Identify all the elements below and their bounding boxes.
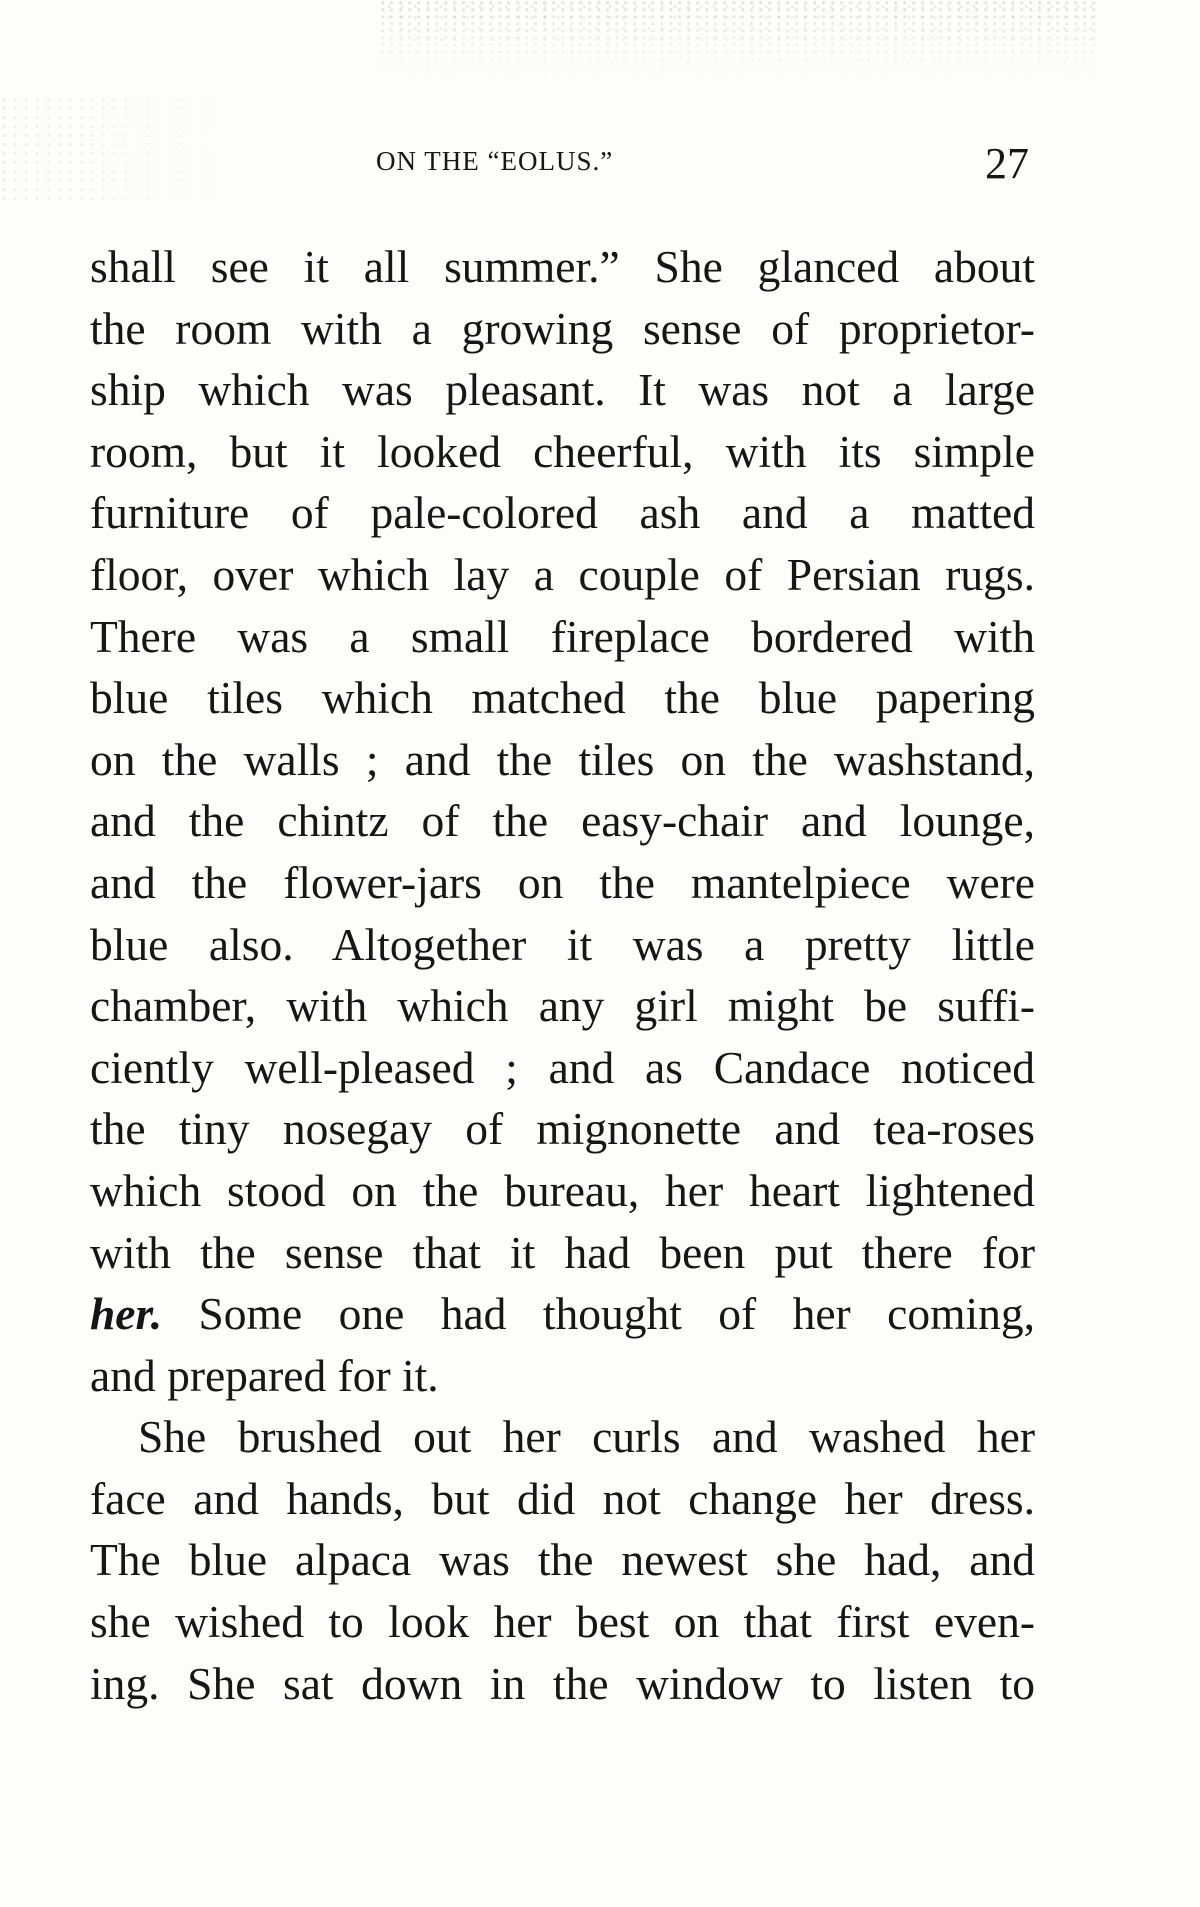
print-speckle-left: [0, 95, 260, 205]
page-number: 27: [985, 139, 1029, 188]
text-line: and the flower-jars on the mantelpiece were: [90, 856, 1035, 908]
text-line: ciently well-pleased ; and as Candace noticed: [90, 1041, 1035, 1093]
text-line: floor, over which lay a couple of Persian rugs.: [90, 548, 1035, 600]
text-line: room, but it looked cheerful, with its simple: [90, 425, 1035, 477]
running-head: ON THE “EOLUS.”: [376, 146, 614, 176]
text-line: The blue alpaca was the newest she had, and: [90, 1534, 1035, 1586]
emphasis-word: her.: [90, 1288, 163, 1340]
text-line: ship which was pleasant. It was not a large: [90, 364, 1035, 416]
text-line: ing. She sat down in the window to listen to: [90, 1657, 1035, 1709]
print-speckle-top: [380, 0, 1100, 80]
text-line: which stood on the bureau, her heart lightened: [90, 1164, 1035, 1216]
text-line: with the sense that it had been put there for: [90, 1226, 1035, 1278]
text-line: There was a small fireplace bordered with: [90, 610, 1035, 662]
text-line: furniture of pale-colored ash and a matted: [90, 487, 1035, 539]
text-line: blue tiles which matched the blue papering: [90, 672, 1035, 724]
text-line-indented: She brushed out her curls and washed her: [138, 1411, 1035, 1463]
body-text: [90, 236, 1035, 1714]
text-line: she wished to look her best on that first even-: [90, 1596, 1035, 1648]
text-line: and the chintz of the easy-chair and lounge,: [90, 795, 1035, 847]
emphasis-line-rest: Some one had thought of her coming,: [162, 1288, 1035, 1340]
text-line-emphasis: [90, 1283, 1035, 1345]
text-line: shall see it all summer.” She glanced about: [90, 241, 1035, 292]
text-line: blue also. Altogether it was a pretty little: [90, 918, 1035, 970]
text-line-last: and prepared for it.: [90, 1349, 439, 1401]
text-line: the room with a growing sense of proprietor-: [90, 302, 1035, 354]
text-line: face and hands, but did not change her dress.: [90, 1472, 1035, 1524]
text-line: chamber, with which any girl might be suffi-: [90, 980, 1035, 1032]
text-line: the tiny nosegay of mignonette and tea-roses: [90, 1103, 1035, 1155]
text-line: on the walls ; and the tiles on the washstand,: [90, 733, 1035, 785]
